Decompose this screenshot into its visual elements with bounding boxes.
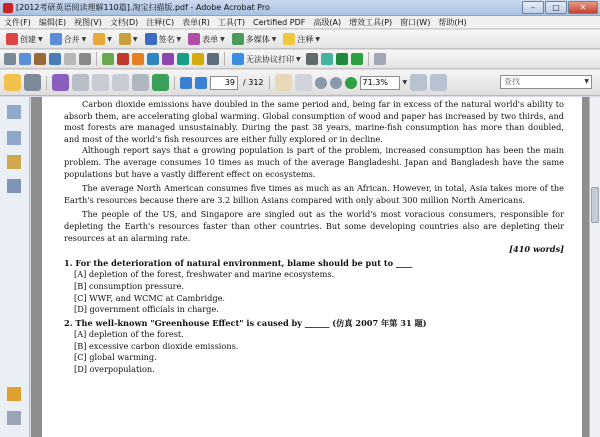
menu-forms[interactable]: 表单(R) bbox=[182, 17, 210, 27]
collaborate-button[interactable] bbox=[91, 32, 114, 47]
separator bbox=[269, 76, 270, 90]
vertical-scrollbar[interactable] bbox=[589, 97, 600, 437]
page-text bbox=[64, 99, 564, 376]
forms-icon bbox=[188, 33, 200, 45]
thumbnail-icon[interactable] bbox=[132, 74, 149, 91]
text-icon[interactable] bbox=[34, 53, 46, 65]
menu-view[interactable]: 视图(V) bbox=[74, 17, 102, 27]
forms-button[interactable]: 表单 ▼ bbox=[186, 32, 227, 47]
menu-tools[interactable]: 工具(T) bbox=[217, 17, 246, 27]
print-icon[interactable] bbox=[306, 53, 318, 65]
maximize-button[interactable]: □ bbox=[545, 1, 567, 14]
arrow-down-icon[interactable] bbox=[195, 77, 207, 89]
collaborate-icon bbox=[93, 33, 105, 45]
chevron-down-icon: ▼ bbox=[38, 35, 43, 43]
crop-icon[interactable] bbox=[64, 53, 76, 65]
option: [A] depletion of the forest. bbox=[74, 329, 184, 340]
layer-icon[interactable] bbox=[192, 53, 204, 65]
copy-icon[interactable] bbox=[92, 74, 109, 91]
panel-icon[interactable] bbox=[374, 53, 386, 65]
object-icon[interactable] bbox=[162, 53, 174, 65]
window-controls bbox=[522, 1, 598, 14]
menu-bar bbox=[0, 16, 600, 29]
menu-window[interactable]: 窗口(W) bbox=[400, 17, 431, 27]
document-view[interactable] bbox=[31, 97, 589, 437]
edit-icon[interactable] bbox=[19, 53, 31, 65]
separator bbox=[96, 52, 97, 66]
open-folder-icon[interactable] bbox=[4, 74, 21, 91]
question-2: 2. The well-known "Greenhouse Effect" is caused by ______ (仿真 2007 年第 31 题) bbox=[64, 317, 427, 328]
pages-icon[interactable] bbox=[7, 105, 21, 119]
article-icon[interactable] bbox=[207, 53, 219, 65]
bookmarks-icon[interactable] bbox=[7, 131, 21, 145]
title-bar bbox=[0, 0, 600, 16]
menu-advanced[interactable]: 高级(A) bbox=[313, 17, 342, 27]
arrow-up-icon[interactable] bbox=[180, 77, 192, 89]
chevron-down-icon: ▼ bbox=[107, 35, 112, 43]
paste-icon[interactable] bbox=[112, 74, 129, 91]
chevron-down-icon: ▼ bbox=[271, 35, 277, 43]
measure-icon[interactable] bbox=[177, 53, 189, 65]
search-input[interactable]: 查找 ▼ bbox=[500, 75, 592, 89]
fit-width-icon[interactable] bbox=[430, 74, 447, 91]
create-button[interactable]: 创建 ▼ bbox=[4, 32, 45, 47]
question-1: 1. For the deterioration of natural environment, blame should be put to ____ bbox=[64, 257, 413, 268]
option: [D] government officials in charge. bbox=[74, 304, 219, 315]
menu-comments[interactable]: 注释(C) bbox=[146, 17, 175, 27]
settings-icon[interactable] bbox=[4, 53, 16, 65]
chevron-down-icon: ▼ bbox=[176, 35, 182, 43]
separator bbox=[46, 76, 47, 90]
chevron-down-icon: ▼ bbox=[220, 35, 225, 43]
pen-icon bbox=[145, 33, 157, 45]
preflight-icon[interactable] bbox=[321, 53, 333, 65]
interactive-button[interactable]: 无法协议打印 ▼ bbox=[230, 52, 303, 67]
secure-button[interactable] bbox=[117, 32, 140, 47]
link-icon[interactable] bbox=[49, 53, 61, 65]
paragraph: Although report says that a growing population is part of the problem, increased consumption has been the main problem. The average consumes 10 times as much of the average Bangladeshi. Japan and Bangladesh have the same populations but have a vastly different effect on ecosystems. bbox=[64, 145, 564, 179]
fit-page-icon[interactable] bbox=[410, 74, 427, 91]
task-toolbar bbox=[0, 30, 600, 49]
layers-panel-icon[interactable] bbox=[7, 179, 21, 193]
menu-help[interactable]: 帮助(H) bbox=[438, 17, 467, 27]
lock-icon bbox=[119, 33, 131, 45]
chevron-down-icon: ▼ bbox=[315, 35, 320, 43]
chevron-down-icon[interactable]: ▼ bbox=[584, 78, 589, 85]
option: [A] depletion of the forest, freshwater and marine ecosystems. bbox=[74, 269, 335, 280]
printer-icon[interactable] bbox=[24, 74, 41, 91]
hand-icon[interactable] bbox=[275, 74, 292, 91]
menu-edit[interactable]: 编辑(E) bbox=[38, 17, 67, 27]
word-count: [410 words] bbox=[509, 244, 564, 255]
signatures-icon[interactable] bbox=[7, 155, 21, 169]
refresh-icon[interactable] bbox=[152, 74, 169, 91]
page-total: / 312 bbox=[243, 78, 264, 87]
menu-plugins[interactable]: 增效工具(P) bbox=[349, 17, 393, 27]
comments-panel-icon[interactable] bbox=[7, 387, 21, 401]
navigation-toolbar bbox=[0, 70, 600, 96]
zoom-input[interactable]: 71.3% bbox=[360, 76, 400, 90]
paragraph: The average North American consumes five times as much as an African. However, in total, Asia takes more of the Earth's resources because there are 3.2 billion Asians compared with only about 300 million North Americans. bbox=[64, 183, 564, 205]
tools-toolbar bbox=[0, 50, 600, 69]
comment-icon bbox=[283, 33, 295, 45]
option: [C] WWF, and WCMC at Cambridge. bbox=[74, 292, 226, 303]
touchup-icon[interactable] bbox=[147, 53, 159, 65]
navigation-panel bbox=[0, 97, 30, 437]
option: [C] global warming. bbox=[74, 352, 157, 363]
shape-icon[interactable] bbox=[132, 53, 144, 65]
minimize-button[interactable]: – bbox=[522, 1, 544, 14]
chevron-down-icon: ▼ bbox=[81, 35, 87, 43]
create-pdf-icon bbox=[6, 33, 18, 45]
image-icon[interactable] bbox=[102, 53, 114, 65]
zoom-out-icon[interactable] bbox=[315, 77, 327, 89]
option: [B] consumption pressure. bbox=[74, 280, 185, 291]
pdf-page bbox=[42, 97, 582, 437]
chevron-down-icon: ▼ bbox=[296, 55, 301, 63]
combine-button[interactable]: 合并 ▼ bbox=[48, 32, 89, 47]
chevron-down-icon[interactable]: ▼ bbox=[402, 79, 408, 86]
scrollbar-thumb[interactable] bbox=[591, 187, 599, 223]
close-button[interactable]: ✕ bbox=[568, 1, 598, 14]
menu-document[interactable]: 文档(D) bbox=[109, 17, 139, 27]
zoom-in-icon[interactable] bbox=[330, 77, 342, 89]
option: [D] overpopulation. bbox=[74, 364, 155, 375]
menu-file[interactable]: 文件(F) bbox=[4, 17, 31, 27]
attach-icon[interactable] bbox=[79, 53, 91, 65]
chevron-down-icon: ▼ bbox=[132, 35, 138, 43]
zoom-tool-icon[interactable] bbox=[345, 77, 357, 89]
separator bbox=[368, 52, 369, 66]
comment-button[interactable]: 注释 ▼ bbox=[281, 32, 322, 47]
email-icon[interactable] bbox=[72, 74, 89, 91]
multimedia-button[interactable]: 多媒体 ▼ bbox=[230, 32, 279, 47]
interactive-icon bbox=[232, 53, 244, 65]
sign-button[interactable]: 签名 ▼ bbox=[143, 32, 184, 47]
page-number-input[interactable]: 39 bbox=[210, 76, 238, 90]
window-title: [2012考研英语阅读理解110篇].淘宝扫描版.pdf - Adobe Acrobat Pro bbox=[16, 3, 270, 12]
attachments-icon[interactable] bbox=[7, 411, 21, 425]
layers-icon[interactable] bbox=[351, 53, 363, 65]
option: [B] excessive carbon dioxide emissions. bbox=[74, 340, 239, 351]
paragraph: Carbon dioxide emissions have doubled in the same period and, being far in excess of the natural world's ability to absorb them, are accelerating global warming. Global consumption of wood and paper has increased by two thirds, and most forests are managed unsustainably. During the past 38 years, marine-fish consumption has more than doubled, and most of the world's fish resources are either fully explored or in decline. bbox=[64, 99, 564, 144]
output-icon[interactable] bbox=[336, 53, 348, 65]
stamp-icon[interactable] bbox=[117, 53, 129, 65]
separator bbox=[174, 76, 175, 90]
separator bbox=[224, 52, 225, 66]
film-icon bbox=[232, 33, 244, 45]
acrobat-icon bbox=[3, 3, 13, 13]
save-icon[interactable] bbox=[52, 74, 69, 91]
combine-icon bbox=[50, 33, 62, 45]
select-text-icon[interactable] bbox=[295, 74, 312, 91]
menu-certified-pdf[interactable]: Certified PDF bbox=[253, 17, 306, 27]
paragraph: The people of the US, and Singapore are singled out as the world's most voracious consumers, responsible for depleting the Earth's resources faster than other countries. But some developing countries also are depleting their resources at an alarming rate. bbox=[64, 209, 564, 243]
